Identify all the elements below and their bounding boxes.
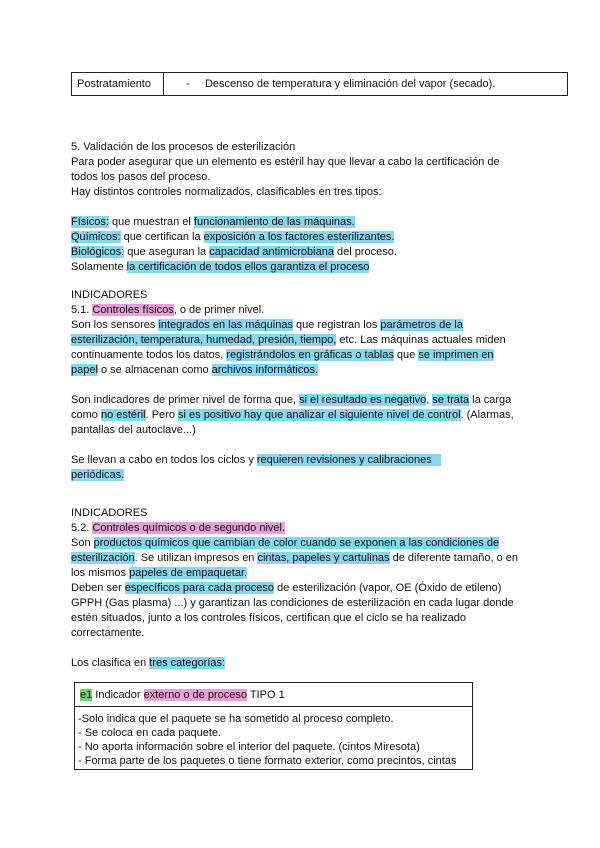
indicator-box-body: [75, 707, 472, 768]
e1-badge: e1: [80, 689, 93, 701]
paragraph-line: Hay distintos controles normalizados, clasificables en tres tipos:: [71, 186, 382, 198]
table-label-cell: Postratamiento: [72, 73, 164, 95]
paragraph-line: esterilización, temperatura, humedad, presión, tiempo, etc. Las máquinas actuales miden: [71, 334, 506, 346]
paragraph-line: correctamente.: [71, 627, 145, 639]
paragraph-line: Son los sensores integrados en las máquinas que registran los parámetros de la: [71, 319, 463, 331]
list-item: - Forma parte de los paquetes o tiene formato exterior, como precintos, cintas: [78, 755, 457, 767]
indicator-box-header: e1 Indicador externo o de proceso TIPO 1: [75, 683, 472, 707]
paragraph-line: todos los pasos del proceso.: [71, 171, 211, 183]
paragraph-line: Deben ser específicos para cada proceso de esterilización (vapor, OE (Óxido de etileno): [71, 582, 502, 594]
subsection-heading: 5.2. Controles químicos o de segundo nivel.: [71, 522, 286, 534]
fisicos-line: Físicos: que muestran el funcionamiento de las máquinas.: [71, 216, 355, 228]
section-5: [71, 140, 541, 275]
list-item: - Se coloca en cada paquete.: [78, 727, 222, 739]
biologicos-line: Biológicos: que aseguran la capacidad antimicrobiana del proceso.: [71, 246, 397, 258]
paragraph-line: los mismos papeles de empaquetar.: [71, 567, 248, 579]
paragraph-line: esterilización. Se utilizan impresos en cintas, papeles y cartulinas de diferente tamaño, o en: [71, 552, 518, 564]
postratamiento-table: [71, 72, 568, 96]
paragraph-line: pantallas del autoclave...): [71, 424, 196, 436]
subsection-heading: 5.1. Controles físicos, o de primer nivel.: [71, 304, 265, 316]
paragraph-line: Son productos químicos que cambian de color cuando se exponen a las condiciones de: [71, 537, 500, 549]
list-item: - No aporta información sobre el interior del paquete. (cintos Miresota): [78, 741, 420, 753]
section-heading: 5. Validación de los procesos de esterilización: [71, 141, 296, 153]
indicadores-title: INDICADORES: [71, 507, 148, 519]
indicator-type1-box: [74, 682, 473, 770]
indicadores-2: [71, 506, 541, 671]
list-item: -Solo indica que el paquete se ha sometido al proceso completo.: [78, 713, 394, 725]
paragraph-line: estén situados, junto a los controles físicos, certifican que el ciclo se ha realizado: [71, 612, 466, 624]
quimicos-line: Químicos: que certifican la exposición a los factores esterilizantes.: [71, 231, 395, 243]
paragraph-line: Son indicadores de primer nivel de forma que, si el resultado es negativo, se trata la carga: [71, 394, 512, 406]
paragraph-line: Se llevan a cabo en todos los ciclos y requieren revisiones y calibraciones: [71, 453, 541, 468]
indicadores-1: [71, 288, 541, 483]
table-text-cell: - Descenso de temperatura y eliminación del vapor (secado).: [186, 78, 496, 90]
paragraph-line: como no estéril. Pero si es positivo hay que analizar el siguiente nivel de control. (Alarmas,: [71, 409, 514, 421]
solamente-line: Solamente la certificación de todos ellos garantiza el proceso: [71, 261, 370, 273]
paragraph-line: Los clasifica en tres categorías:: [71, 657, 226, 669]
paragraph-line: GPPH (Gas plasma) ...) y garantizan las condiciones de esterilización en cada lugar donde: [71, 597, 514, 609]
paragraph-line: papel o se almacenan como archivos informáticos.: [71, 364, 319, 376]
paragraph-line: Para poder asegurar que un elemento es estéril hay que llevar a cabo la certificación de: [71, 156, 500, 168]
paragraph-line: periódicas.: [71, 469, 125, 481]
indicadores-title: INDICADORES: [71, 289, 148, 301]
paragraph-line: continuamente todos los datos, registrándolos en gráficas o tablas que se imprimen en: [71, 349, 494, 361]
